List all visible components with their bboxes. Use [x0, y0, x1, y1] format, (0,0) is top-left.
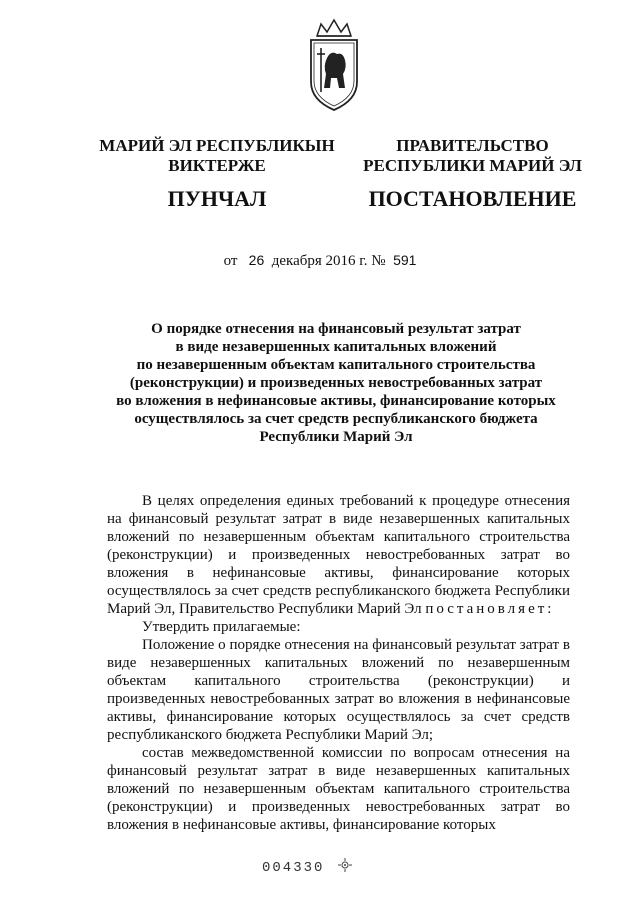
title-line: О порядке отнесения на финансовый результат затрат [151, 321, 521, 337]
document-body [107, 492, 570, 834]
preamble-text: В целях определения единых требований к процедуре отнесения на финансовый результат затрат в виде незавершенных капитальных вложений по незавершенным объектам капитального строительства (реконструкции) и произведенных невостребованных затрат во вложения в нефинансовые активы, финансирование которых осуществлялось за счет средств республиканского бюджета Республики Марий Эл, Правительство Республики Марий Эл [107, 493, 570, 617]
header-right-line1: ПРАВИТЕЛЬСТВО [396, 136, 549, 155]
date-line [0, 252, 640, 270]
title-line: во вложения в нефинансовые активы, финансирование которых [116, 393, 556, 409]
header-left [92, 136, 342, 212]
document-title [100, 320, 572, 446]
footer-serial-number: 004330 [262, 860, 325, 876]
document-number: 591 [393, 252, 417, 268]
date-month-year: декабря 2016 г. № [271, 253, 386, 269]
body-paragraph-commission: состав межведомственной комиссии по вопросам отнесения на финансовый результат затрат в виде незавершенных капитальных вложений по незавершенным объектам капитального строительства (реконструкции) и произведенных невостребованных затрат во вложения в нефинансовые активы, финансирование которых [107, 745, 570, 833]
title-line: осуществлялось за счет средств республиканского бюджета [134, 411, 538, 427]
date-prefix: от [223, 253, 238, 269]
header-right-line2: РЕСПУБЛИКИ МАРИЙ ЭЛ [363, 156, 582, 175]
body-paragraph-approve: Утвердить прилагаемые: [142, 619, 301, 635]
ornament-icon [338, 858, 352, 872]
header-right-doc-type: ПОСТАНОВЛЕНИЕ [368, 186, 577, 211]
header-left-line1: МАРИЙ ЭЛ РЕСПУБЛИКЫН [99, 136, 335, 155]
date-day: 26 [248, 252, 265, 268]
body-paragraph-preamble [107, 492, 570, 618]
title-line: в виде незавершенных капитальных вложений [175, 339, 497, 355]
title-line: (реконструкции) и произведенных невостребованных затрат [129, 375, 543, 391]
header-left-doc-type: ПУНЧАЛ [167, 186, 267, 211]
title-line: Республики Марий Эл [259, 429, 413, 445]
body-paragraph-regulation: Положение о порядке отнесения на финансовый результат затрат в виде незавершенных капитальных вложений по незавершенным объектам капитального строительства (реконструкции) и произведенных невостребованных затрат во вложения в нефинансовые активы, финансирование которых осуществлялось за счет средств республиканского бюджета Республики Марий Эл; [107, 637, 570, 743]
coat-of-arms-icon [303, 14, 365, 114]
header-right [355, 136, 590, 212]
resolution-word: постановляет: [425, 601, 555, 617]
title-line: по незавершенным объектам капитального строительства [136, 357, 536, 373]
header-left-line2: ВИКТЕРЖЕ [168, 156, 266, 175]
